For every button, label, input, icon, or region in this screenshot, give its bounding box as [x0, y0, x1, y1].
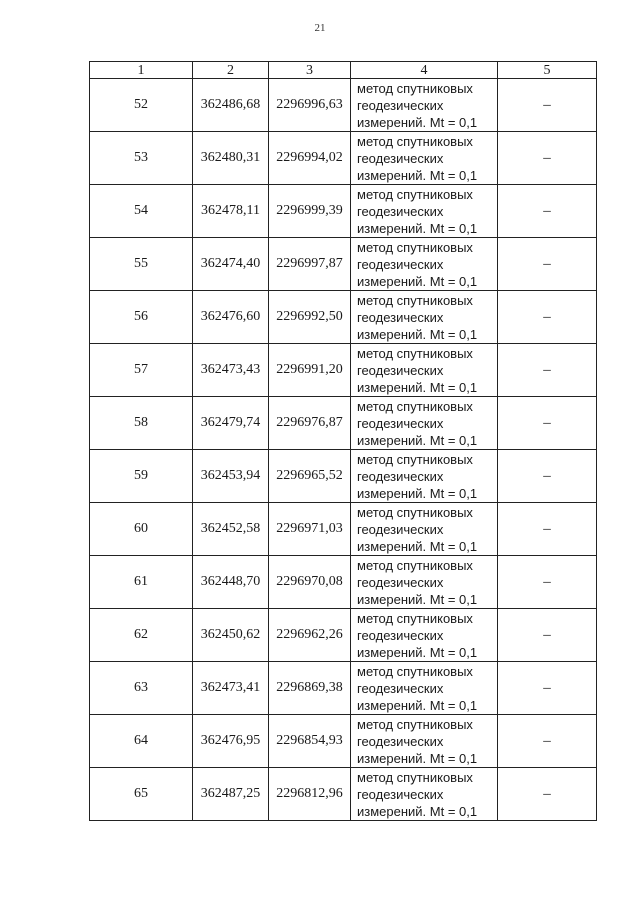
method-cell: [351, 662, 498, 715]
point-number-cell: 55: [90, 238, 193, 291]
method-cell: [351, 79, 498, 132]
method-line: геодезических: [357, 97, 444, 113]
table-row: [90, 715, 597, 768]
method-line: метод спутниковых: [357, 292, 473, 308]
y-coordinate-cell: 2296812,96: [269, 768, 351, 821]
table-row: [90, 556, 597, 609]
note-cell: –: [498, 609, 597, 662]
table-row: [90, 503, 597, 556]
method-line: геодезических: [357, 627, 444, 643]
method-line: измерений. Mt = 0,1: [357, 379, 478, 395]
method-cell: [351, 291, 498, 344]
note-cell: –: [498, 715, 597, 768]
point-number-cell: 63: [90, 662, 193, 715]
method-line: измерений. Mt = 0,1: [357, 591, 478, 607]
note-cell: –: [498, 344, 597, 397]
table-row: [90, 450, 597, 503]
method-line: метод спутниковых: [357, 186, 473, 202]
method-line: геодезических: [357, 309, 444, 325]
y-coordinate-cell: 2296991,20: [269, 344, 351, 397]
point-number-cell: 61: [90, 556, 193, 609]
method-cell: [351, 609, 498, 662]
method-line: измерений. Mt = 0,1: [357, 167, 478, 183]
note-cell: –: [498, 768, 597, 821]
y-coordinate-cell: 2296854,93: [269, 715, 351, 768]
x-coordinate-cell: 362476,60: [193, 291, 269, 344]
x-coordinate-cell: 362480,31: [193, 132, 269, 185]
method-line: метод спутниковых: [357, 345, 473, 361]
note-cell: –: [498, 132, 597, 185]
y-coordinate-cell: 2296965,52: [269, 450, 351, 503]
header-cell-5: 5: [498, 62, 597, 79]
table-row: [90, 768, 597, 821]
method-line: метод спутниковых: [357, 80, 473, 96]
header-cell-3: 3: [269, 62, 351, 79]
point-number-cell: 57: [90, 344, 193, 397]
note-cell: –: [498, 185, 597, 238]
method-line: геодезических: [357, 574, 444, 590]
table-body: [90, 79, 597, 821]
x-coordinate-cell: 362473,41: [193, 662, 269, 715]
x-coordinate-cell: 362476,95: [193, 715, 269, 768]
point-number-cell: 60: [90, 503, 193, 556]
table-row: [90, 609, 597, 662]
method-line: геодезических: [357, 733, 444, 749]
method-line: измерений. Mt = 0,1: [357, 644, 478, 660]
method-line: измерений. Mt = 0,1: [357, 326, 478, 342]
method-cell: [351, 238, 498, 291]
point-number-cell: 53: [90, 132, 193, 185]
method-line: метод спутниковых: [357, 398, 473, 414]
y-coordinate-cell: 2296869,38: [269, 662, 351, 715]
method-cell: [351, 450, 498, 503]
y-coordinate-cell: 2296992,50: [269, 291, 351, 344]
method-line: метод спутниковых: [357, 716, 473, 732]
y-coordinate-cell: 2296970,08: [269, 556, 351, 609]
point-number-cell: 65: [90, 768, 193, 821]
table-row: [90, 291, 597, 344]
method-cell: [351, 132, 498, 185]
y-coordinate-cell: 2296971,03: [269, 503, 351, 556]
x-coordinate-cell: 362473,43: [193, 344, 269, 397]
method-line: измерений. Mt = 0,1: [357, 273, 478, 289]
x-coordinate-cell: 362478,11: [193, 185, 269, 238]
method-line: метод спутниковых: [357, 504, 473, 520]
coordinates-table: [89, 61, 597, 821]
header-cell-4: 4: [351, 62, 498, 79]
method-line: измерений. Mt = 0,1: [357, 538, 478, 554]
y-coordinate-cell: 2296994,02: [269, 132, 351, 185]
point-number-cell: 62: [90, 609, 193, 662]
y-coordinate-cell: 2296962,26: [269, 609, 351, 662]
method-line: геодезических: [357, 468, 444, 484]
note-cell: –: [498, 79, 597, 132]
method-line: метод спутниковых: [357, 451, 473, 467]
table-row: [90, 185, 597, 238]
method-cell: [351, 715, 498, 768]
method-line: геодезических: [357, 256, 444, 272]
table-row: [90, 132, 597, 185]
header-cell-1: 1: [90, 62, 193, 79]
method-line: геодезических: [357, 362, 444, 378]
note-cell: –: [498, 450, 597, 503]
x-coordinate-cell: 362479,74: [193, 397, 269, 450]
table-row: [90, 662, 597, 715]
y-coordinate-cell: 2296999,39: [269, 185, 351, 238]
x-coordinate-cell: 362453,94: [193, 450, 269, 503]
method-line: метод спутниковых: [357, 769, 473, 785]
method-line: измерений. Mt = 0,1: [357, 220, 478, 236]
method-line: геодезических: [357, 521, 444, 537]
method-cell: [351, 397, 498, 450]
method-line: измерений. Mt = 0,1: [357, 697, 478, 713]
method-line: измерений. Mt = 0,1: [357, 432, 478, 448]
method-line: метод спутниковых: [357, 663, 473, 679]
note-cell: –: [498, 556, 597, 609]
x-coordinate-cell: 362487,25: [193, 768, 269, 821]
x-coordinate-cell: 362486,68: [193, 79, 269, 132]
method-cell: [351, 768, 498, 821]
method-cell: [351, 503, 498, 556]
method-line: геодезических: [357, 680, 444, 696]
method-line: геодезических: [357, 203, 444, 219]
method-line: метод спутниковых: [357, 239, 473, 255]
point-number-cell: 54: [90, 185, 193, 238]
method-line: геодезических: [357, 786, 444, 802]
table-row: [90, 79, 597, 132]
method-line: геодезических: [357, 415, 444, 431]
point-number-cell: 56: [90, 291, 193, 344]
method-cell: [351, 344, 498, 397]
header-cell-2: 2: [193, 62, 269, 79]
point-number-cell: 64: [90, 715, 193, 768]
method-line: измерений. Mt = 0,1: [357, 803, 478, 819]
table-header: [90, 62, 597, 79]
y-coordinate-cell: 2296976,87: [269, 397, 351, 450]
x-coordinate-cell: 362450,62: [193, 609, 269, 662]
method-cell: [351, 556, 498, 609]
point-number-cell: 52: [90, 79, 193, 132]
method-line: измерений. Mt = 0,1: [357, 114, 478, 130]
page-number: 21: [314, 22, 326, 34]
note-cell: –: [498, 397, 597, 450]
method-line: метод спутниковых: [357, 610, 473, 626]
method-cell: [351, 185, 498, 238]
x-coordinate-cell: 362452,58: [193, 503, 269, 556]
x-coordinate-cell: 362448,70: [193, 556, 269, 609]
header-row: [90, 62, 597, 79]
y-coordinate-cell: 2296996,63: [269, 79, 351, 132]
x-coordinate-cell: 362474,40: [193, 238, 269, 291]
note-cell: –: [498, 291, 597, 344]
method-line: геодезических: [357, 150, 444, 166]
table-row: [90, 344, 597, 397]
table-row: [90, 238, 597, 291]
method-line: измерений. Mt = 0,1: [357, 750, 478, 766]
method-line: измерений. Mt = 0,1: [357, 485, 478, 501]
table-row: [90, 397, 597, 450]
point-number-cell: 58: [90, 397, 193, 450]
y-coordinate-cell: 2296997,87: [269, 238, 351, 291]
note-cell: –: [498, 238, 597, 291]
method-line: метод спутниковых: [357, 133, 473, 149]
point-number-cell: 59: [90, 450, 193, 503]
note-cell: –: [498, 503, 597, 556]
note-cell: –: [498, 662, 597, 715]
method-line: метод спутниковых: [357, 557, 473, 573]
